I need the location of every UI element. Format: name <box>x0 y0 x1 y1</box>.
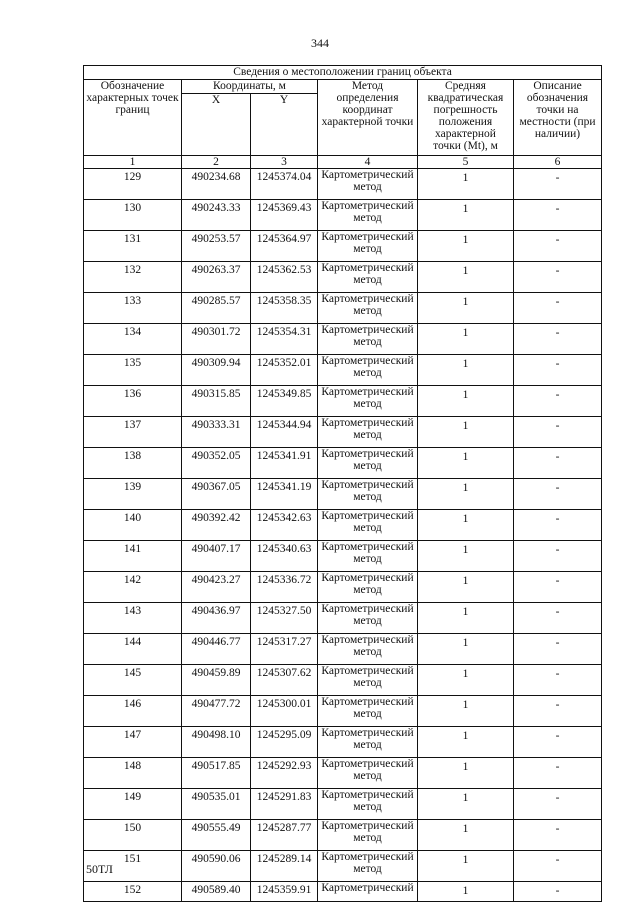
point-cell: 141 <box>84 541 182 572</box>
table-row <box>84 634 602 665</box>
method-cell: Картометрический метод <box>318 696 418 727</box>
y-cell: 1245362.53 <box>251 262 318 293</box>
error-cell: 1 <box>418 386 514 417</box>
y-cell: 1245354.31 <box>251 324 318 355</box>
error-cell: 1 <box>418 634 514 665</box>
error-cell: 1 <box>418 882 514 902</box>
x-cell: 490392.42 <box>182 510 251 541</box>
description-cell: - <box>514 572 602 603</box>
point-cell: 146 <box>84 696 182 727</box>
description-cell: - <box>514 386 602 417</box>
description-cell: - <box>514 541 602 572</box>
point-cell: 135 <box>84 355 182 386</box>
y-cell: 1245374.04 <box>251 169 318 200</box>
x-cell: 490243.33 <box>182 200 251 231</box>
x-cell: 490367.05 <box>182 479 251 510</box>
x-cell: 490535.01 <box>182 789 251 820</box>
page-number: 344 <box>311 36 329 50</box>
error-cell: 1 <box>418 572 514 603</box>
method-cell: Картометрический метод <box>318 262 418 293</box>
table-row <box>84 262 602 293</box>
y-cell: 1245295.09 <box>251 727 318 758</box>
error-cell: 1 <box>418 541 514 572</box>
error-cell: 1 <box>418 169 514 200</box>
x-cell: 490459.89 <box>182 665 251 696</box>
y-cell: 1245340.63 <box>251 541 318 572</box>
column-number: 4 <box>318 156 418 169</box>
y-cell: 1245336.72 <box>251 572 318 603</box>
table-row <box>84 479 602 510</box>
method-cell: Картометрический метод <box>318 727 418 758</box>
method-cell: Картометрический метод <box>318 200 418 231</box>
description-cell: - <box>514 169 602 200</box>
point-cell: 152 <box>84 882 182 902</box>
method-cell: Картометрический метод <box>318 665 418 696</box>
method-cell: Картометрический метод <box>318 355 418 386</box>
method-cell: Картометрический метод <box>318 851 418 882</box>
table-row <box>84 200 602 231</box>
y-cell: 1245341.91 <box>251 448 318 479</box>
description-cell: - <box>514 665 602 696</box>
y-cell: 1245358.35 <box>251 293 318 324</box>
method-cell: Картометрический метод <box>318 169 418 200</box>
description-cell: - <box>514 603 602 634</box>
description-cell: - <box>514 851 602 882</box>
table-row <box>84 355 602 386</box>
error-cell: 1 <box>418 789 514 820</box>
x-cell: 490446.77 <box>182 634 251 665</box>
x-cell: 490309.94 <box>182 355 251 386</box>
header-method: Метод определения координат характерной точки <box>318 80 418 156</box>
y-cell: 1245342.63 <box>251 510 318 541</box>
method-cell: Картометрический метод <box>318 386 418 417</box>
point-cell: 150 <box>84 820 182 851</box>
point-cell: 148 <box>84 758 182 789</box>
x-cell: 490407.17 <box>182 541 251 572</box>
table-row <box>84 572 602 603</box>
method-cell: Картометрический метод <box>318 324 418 355</box>
method-cell: Картометрический метод <box>318 758 418 789</box>
x-cell: 490477.72 <box>182 696 251 727</box>
y-cell: 1245307.62 <box>251 665 318 696</box>
error-cell: 1 <box>418 696 514 727</box>
y-cell: 1245344.94 <box>251 417 318 448</box>
description-cell: - <box>514 355 602 386</box>
description-cell: - <box>514 696 602 727</box>
header-error: Средняя квадратическая погрешность положения характерной точки (Mt), м <box>418 80 514 156</box>
table-row <box>84 727 602 758</box>
table-row <box>84 758 602 789</box>
table-row <box>84 169 602 200</box>
description-cell: - <box>514 417 602 448</box>
x-cell: 490589.40 <box>182 882 251 902</box>
method-cell: Картометрический метод <box>318 789 418 820</box>
error-cell: 1 <box>418 417 514 448</box>
y-cell: 1245352.01 <box>251 355 318 386</box>
y-cell: 1245327.50 <box>251 603 318 634</box>
method-cell: Картометрический метод <box>318 572 418 603</box>
x-cell: 490517.85 <box>182 758 251 789</box>
method-cell: Картометрический метод <box>318 603 418 634</box>
x-cell: 490315.85 <box>182 386 251 417</box>
description-cell: - <box>514 510 602 541</box>
y-cell: 1245364.97 <box>251 231 318 262</box>
x-cell: 490301.72 <box>182 324 251 355</box>
error-cell: 1 <box>418 262 514 293</box>
x-cell: 490423.27 <box>182 572 251 603</box>
method-cell: Картометрический метод <box>318 417 418 448</box>
method-cell: Картометрический метод <box>318 510 418 541</box>
description-cell: - <box>514 820 602 851</box>
table-row <box>84 696 602 727</box>
y-cell: 1245287.77 <box>251 820 318 851</box>
description-cell: - <box>514 448 602 479</box>
table-row <box>84 603 602 634</box>
description-cell: - <box>514 634 602 665</box>
error-cell: 1 <box>418 324 514 355</box>
error-cell: 1 <box>418 231 514 262</box>
x-cell: 490333.31 <box>182 417 251 448</box>
y-cell: 1245349.85 <box>251 386 318 417</box>
description-cell: - <box>514 200 602 231</box>
x-cell: 490253.57 <box>182 231 251 262</box>
header-y: Y <box>251 94 318 156</box>
error-cell: 1 <box>418 665 514 696</box>
method-cell: Картометрический метод <box>318 541 418 572</box>
table-title: Сведения о местоположении границ объекта <box>84 66 602 80</box>
description-cell: - <box>514 727 602 758</box>
error-cell: 1 <box>418 851 514 882</box>
y-cell: 1245317.27 <box>251 634 318 665</box>
y-cell: 1245369.43 <box>251 200 318 231</box>
method-cell: Картометрический метод <box>318 634 418 665</box>
table-row <box>84 231 602 262</box>
table-row <box>84 510 602 541</box>
table-row <box>84 324 602 355</box>
point-cell: 139 <box>84 479 182 510</box>
method-cell: Картометрический метод <box>318 820 418 851</box>
table-row <box>84 541 602 572</box>
point-cell: 149 <box>84 789 182 820</box>
table-row <box>84 417 602 448</box>
x-cell: 490352.05 <box>182 448 251 479</box>
point-cell: 133 <box>84 293 182 324</box>
error-cell: 1 <box>418 727 514 758</box>
point-cell: 138 <box>84 448 182 479</box>
table-row <box>84 851 602 882</box>
point-cell: 140 <box>84 510 182 541</box>
error-cell: 1 <box>418 293 514 324</box>
point-cell: 132 <box>84 262 182 293</box>
description-cell: - <box>514 789 602 820</box>
column-number: 2 <box>182 156 251 169</box>
description-cell: - <box>514 324 602 355</box>
x-cell: 490285.57 <box>182 293 251 324</box>
y-cell: 1245359.91 <box>251 882 318 902</box>
point-cell: 131 <box>84 231 182 262</box>
table-row <box>84 386 602 417</box>
error-cell: 1 <box>418 510 514 541</box>
table-row <box>84 820 602 851</box>
point-cell: 134 <box>84 324 182 355</box>
header-designation: Обозначение характерных точек границ <box>84 80 182 156</box>
table-row <box>84 789 602 820</box>
boundary-coordinates-table <box>83 65 602 902</box>
method-cell: Картометрический <box>318 882 418 902</box>
point-cell: 129 <box>84 169 182 200</box>
error-cell: 1 <box>418 355 514 386</box>
description-cell: - <box>514 293 602 324</box>
table-row <box>84 293 602 324</box>
description-cell: - <box>514 882 602 902</box>
y-cell: 1245291.83 <box>251 789 318 820</box>
x-cell: 490555.49 <box>182 820 251 851</box>
column-number: 1 <box>84 156 182 169</box>
y-cell: 1245292.93 <box>251 758 318 789</box>
y-cell: 1245341.19 <box>251 479 318 510</box>
column-numbers-row <box>84 156 602 169</box>
column-number: 6 <box>514 156 602 169</box>
point-cell: 142 <box>84 572 182 603</box>
header-description: Описание обозначения точки на местности (при наличии) <box>514 80 602 156</box>
method-cell: Картометрический метод <box>318 479 418 510</box>
point-cell: 130 <box>84 200 182 231</box>
description-cell: - <box>514 479 602 510</box>
x-cell: 490498.10 <box>182 727 251 758</box>
error-cell: 1 <box>418 820 514 851</box>
table-row <box>84 448 602 479</box>
y-cell: 1245289.14 <box>251 851 318 882</box>
error-cell: 1 <box>418 758 514 789</box>
point-cell: 145 <box>84 665 182 696</box>
method-cell: Картометрический метод <box>318 293 418 324</box>
error-cell: 1 <box>418 479 514 510</box>
error-cell: 1 <box>418 200 514 231</box>
x-cell: 490263.37 <box>182 262 251 293</box>
x-cell: 490234.68 <box>182 169 251 200</box>
point-cell: 143 <box>84 603 182 634</box>
point-cell: 136 <box>84 386 182 417</box>
method-cell: Картометрический метод <box>318 448 418 479</box>
method-cell: Картометрический метод <box>318 231 418 262</box>
description-cell: - <box>514 758 602 789</box>
error-cell: 1 <box>418 448 514 479</box>
table-row <box>84 665 602 696</box>
description-cell: - <box>514 262 602 293</box>
header-x: X <box>182 94 251 156</box>
column-number: 3 <box>251 156 318 169</box>
footer-code: 50ТЛ <box>86 862 113 876</box>
point-cell: 151 <box>84 851 182 882</box>
header-coordinates: Координаты, м <box>182 80 318 94</box>
error-cell: 1 <box>418 603 514 634</box>
column-number: 5 <box>418 156 514 169</box>
x-cell: 490590.06 <box>182 851 251 882</box>
description-cell: - <box>514 231 602 262</box>
point-cell: 137 <box>84 417 182 448</box>
point-cell: 144 <box>84 634 182 665</box>
table-body <box>84 169 602 902</box>
point-cell: 147 <box>84 727 182 758</box>
x-cell: 490436.97 <box>182 603 251 634</box>
y-cell: 1245300.01 <box>251 696 318 727</box>
